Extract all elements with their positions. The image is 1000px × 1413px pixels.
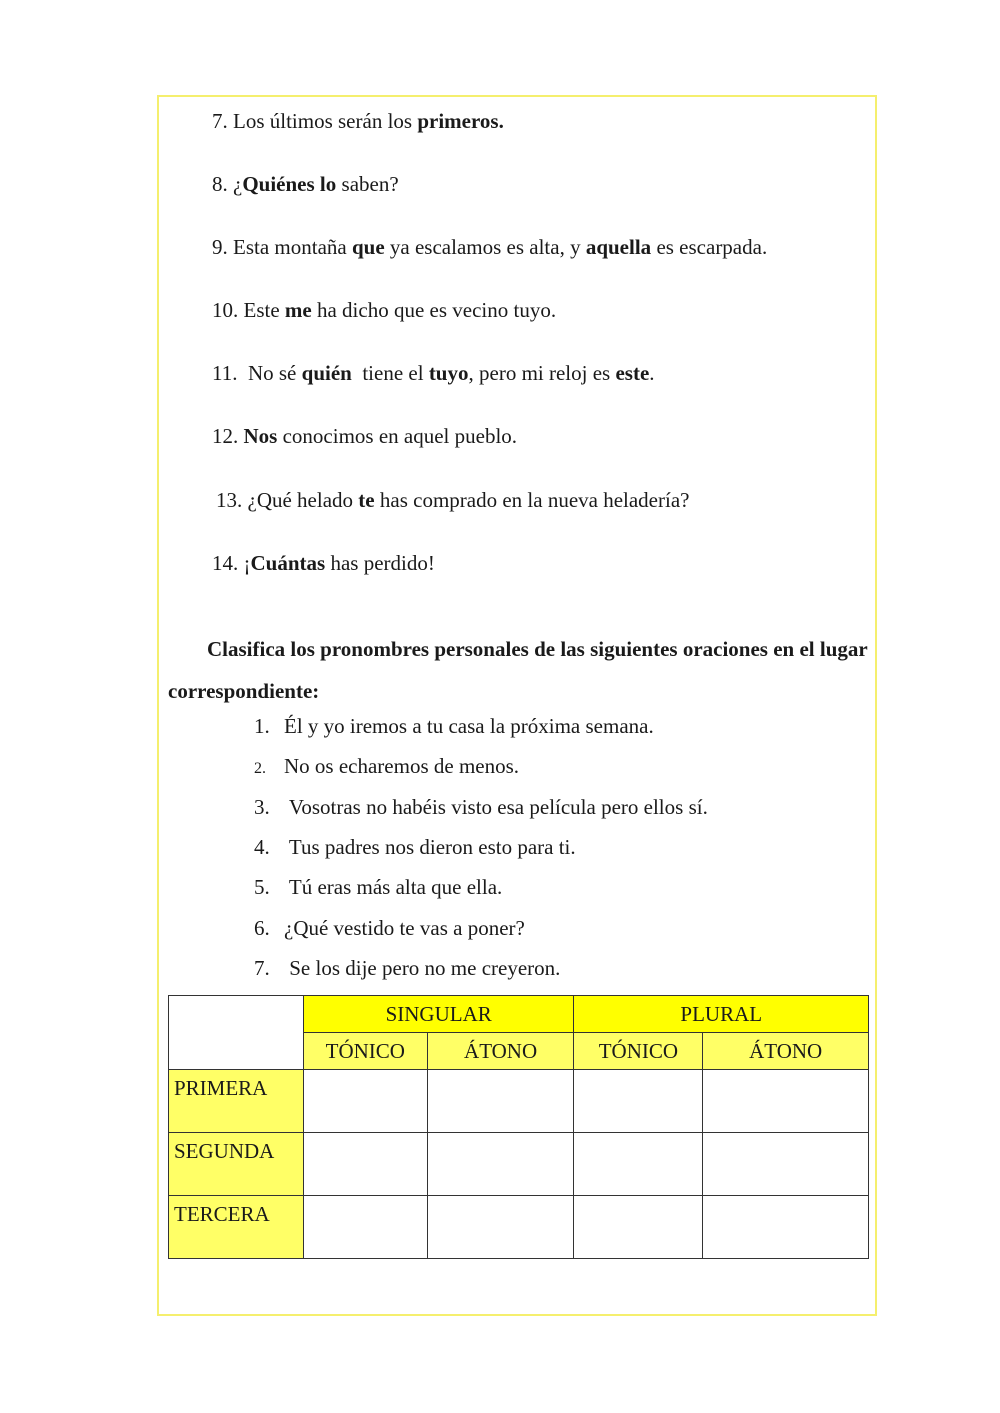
- sentence-9: 9. Esta montaña que ya escalamos es alta, y aquella es escarpada.: [212, 235, 768, 259]
- header-singular: SINGULAR: [303, 996, 574, 1033]
- list-item: 2. No os echaremos de menos.: [254, 754, 520, 778]
- subheader-plural-tonico: TÓNICO: [574, 1033, 703, 1070]
- classification-table: [168, 995, 869, 1259]
- table-row: [169, 1133, 869, 1196]
- subheader-singular-atono: ÁTONO: [427, 1033, 574, 1070]
- list-item: 4. Tus padres nos dieron esto para ti.: [254, 835, 576, 859]
- answer-cell[interactable]: [427, 1196, 574, 1259]
- answer-cell[interactable]: [703, 1070, 869, 1133]
- answer-cell[interactable]: [574, 1133, 703, 1196]
- answer-cell[interactable]: [303, 1133, 427, 1196]
- list-item: 5. Tú eras más alta que ella.: [254, 875, 503, 899]
- sentence-7: 7. Los últimos serán los primeros.: [212, 109, 504, 133]
- subheader-singular-tonico: TÓNICO: [303, 1033, 427, 1070]
- table-row: [169, 1070, 869, 1133]
- sentence-14: 14. ¡Cuántas has perdido!: [212, 551, 435, 575]
- instruction-heading: Clasifica los pronombres personales de las siguientes oraciones en el lugar correspondiente:: [168, 637, 868, 703]
- subheader-plural-atono: ÁTONO: [703, 1033, 869, 1070]
- sentence-12: 12. Nos conocimos en aquel pueblo.: [212, 424, 518, 448]
- answer-cell[interactable]: [303, 1196, 427, 1259]
- row-label-segunda: SEGUNDA: [169, 1133, 304, 1196]
- row-label-primera: PRIMERA: [169, 1070, 304, 1133]
- answer-cell[interactable]: [427, 1133, 574, 1196]
- answer-cell[interactable]: [703, 1196, 869, 1259]
- list-item: 7. Se los dije pero no me creyeron.: [254, 956, 561, 980]
- answer-cell[interactable]: [574, 1196, 703, 1259]
- header-plural: PLURAL: [574, 996, 869, 1033]
- sentence-8: 8. ¿Quiénes lo saben?: [212, 172, 399, 196]
- sentence-11: 11. No sé quién tiene el tuyo, pero mi reloj es este.: [212, 361, 655, 385]
- answer-cell[interactable]: [427, 1070, 574, 1133]
- list-item: 1. Él y yo iremos a tu casa la próxima semana.: [254, 714, 654, 738]
- sentence-10: 10. Este me ha dicho que es vecino tuyo.: [212, 298, 557, 322]
- row-label-tercera: TERCERA: [169, 1196, 304, 1259]
- sentence-13: 13. ¿Qué helado te has comprado en la nueva heladería?: [216, 488, 690, 512]
- table-row: [169, 1196, 869, 1259]
- list-item: 6. ¿Qué vestido te vas a poner?: [254, 916, 525, 940]
- list-item: 3. Vosotras no habéis visto esa película pero ellos sí.: [254, 795, 708, 819]
- answer-cell[interactable]: [574, 1070, 703, 1133]
- answer-cell[interactable]: [303, 1070, 427, 1133]
- answer-cell[interactable]: [703, 1133, 869, 1196]
- table-corner: [169, 996, 304, 1070]
